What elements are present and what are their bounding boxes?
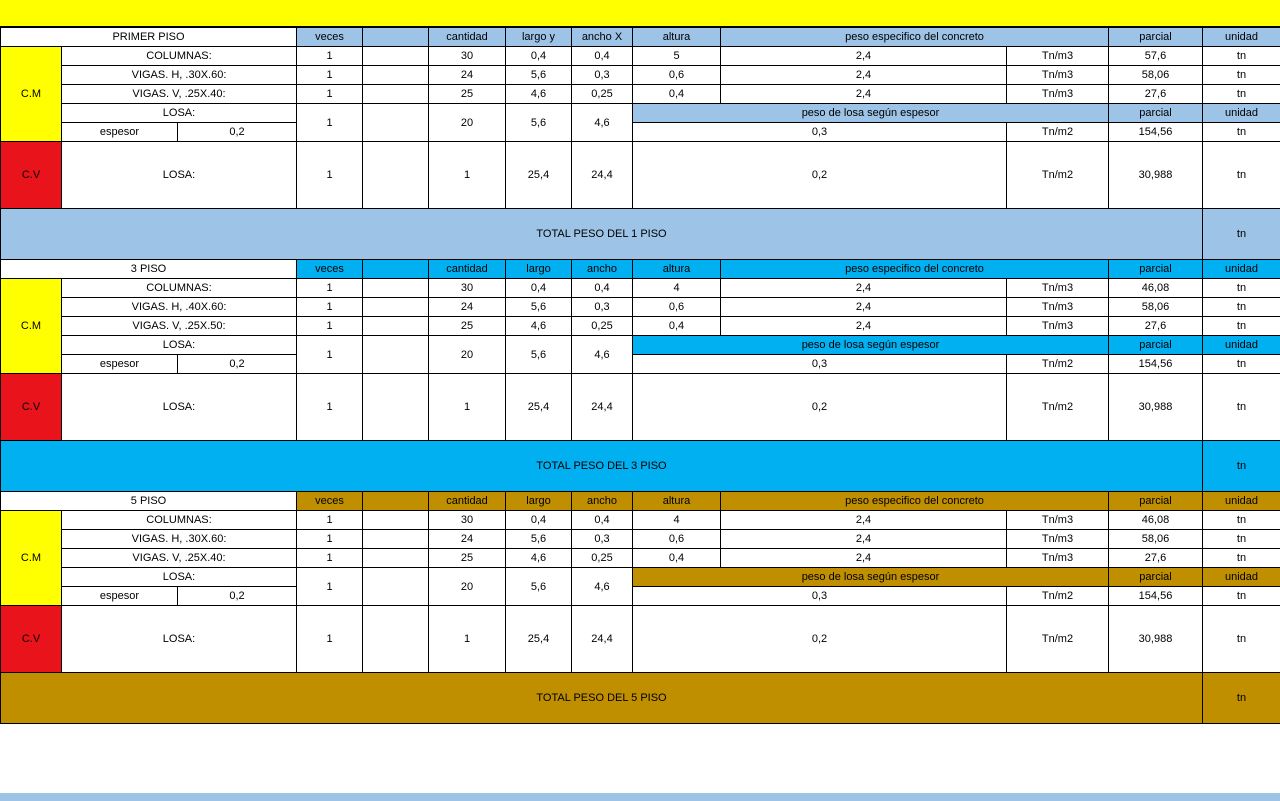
losa-blank (363, 104, 429, 142)
cv-label: C.V (1, 374, 62, 441)
cell-unit: Tn/m3 (1007, 85, 1109, 104)
losa-label: LOSA: (62, 568, 297, 587)
losa-unit: Tn/m2 (1007, 123, 1109, 142)
header-peso: peso especifico del concreto (721, 260, 1109, 279)
espesor-value: 0,2 (178, 123, 297, 142)
weight-calculation-table (0, 27, 1280, 724)
cell-unidad: tn (1203, 530, 1280, 549)
cell-altura: 4 (633, 279, 721, 298)
cell-peso: 2,4 (721, 317, 1007, 336)
header-largo: largo (506, 260, 572, 279)
header-parcial: parcial (1109, 28, 1203, 47)
losa-unidad: tn (1203, 587, 1280, 606)
losa-ancho: 4,6 (572, 104, 633, 142)
losa-label: LOSA: (62, 336, 297, 355)
section-header-row (1, 492, 1280, 511)
cell-blank (363, 298, 429, 317)
cell-ancho: 0,25 (572, 317, 633, 336)
total-row (1, 441, 1280, 492)
table-row (1, 66, 1280, 85)
losa-parcial-header: parcial (1109, 104, 1203, 123)
cell-unidad: tn (1203, 279, 1280, 298)
losa-largo: 5,6 (506, 336, 572, 374)
cv-largo: 25,4 (506, 374, 572, 441)
header-unidad: unidad (1203, 28, 1280, 47)
cv-unidad: tn (1203, 606, 1280, 673)
losa-value: 0,3 (633, 355, 1007, 374)
losa-cantidad: 20 (429, 104, 506, 142)
table-row (1, 279, 1280, 298)
losa-unit: Tn/m2 (1007, 587, 1109, 606)
cell-parcial: 58,06 (1109, 298, 1203, 317)
losa-largo: 5,6 (506, 568, 572, 606)
cell-blank (363, 85, 429, 104)
header-peso: peso especifico del concreto (721, 28, 1109, 47)
cell-largo: 0,4 (506, 279, 572, 298)
espesor-value: 0,2 (178, 355, 297, 374)
cv-parcial: 30,988 (1109, 142, 1203, 209)
header-altura: altura (633, 28, 721, 47)
cell-cantidad: 30 (429, 511, 506, 530)
header-ancho: ancho (572, 492, 633, 511)
losa-row (1, 104, 1280, 123)
cv-cantidad: 1 (429, 606, 506, 673)
header-ancho: ancho (572, 260, 633, 279)
cv-veces: 1 (297, 142, 363, 209)
item-label: COLUMNAS: (62, 47, 297, 66)
cell-peso: 2,4 (721, 279, 1007, 298)
cell-unidad: tn (1203, 85, 1280, 104)
header-cantidad: cantidad (429, 492, 506, 511)
losa-unidad: tn (1203, 355, 1280, 374)
losa-subheader: peso de losa según espesor (633, 336, 1109, 355)
cv-losa-label: LOSA: (62, 142, 297, 209)
losa-unidad-header: unidad (1203, 568, 1280, 587)
item-label: COLUMNAS: (62, 279, 297, 298)
cell-altura: 4 (633, 511, 721, 530)
cell-peso: 2,4 (721, 298, 1007, 317)
cell-blank (363, 47, 429, 66)
total-unidad: tn (1203, 673, 1280, 724)
cv-parcial: 30,988 (1109, 606, 1203, 673)
losa-row (1, 568, 1280, 587)
header-veces: veces (297, 492, 363, 511)
cell-blank (363, 317, 429, 336)
cm-label: C.M (1, 279, 62, 374)
losa-ancho: 4,6 (572, 568, 633, 606)
losa-ancho: 4,6 (572, 336, 633, 374)
floor-label: PRIMER PISO (1, 28, 297, 47)
losa-value: 0,3 (633, 123, 1007, 142)
item-label: VIGAS. V, .25X.40: (62, 85, 297, 104)
cell-unit: Tn/m3 (1007, 511, 1109, 530)
losa-largo: 5,6 (506, 104, 572, 142)
table-row (1, 511, 1280, 530)
cell-cantidad: 25 (429, 549, 506, 568)
cell-cantidad: 25 (429, 317, 506, 336)
cell-unidad: tn (1203, 66, 1280, 85)
cell-ancho: 0,4 (572, 47, 633, 66)
cell-veces: 1 (297, 279, 363, 298)
cell-largo: 4,6 (506, 549, 572, 568)
cell-peso: 2,4 (721, 66, 1007, 85)
cell-parcial: 27,6 (1109, 549, 1203, 568)
header-ancho: ancho X (572, 28, 633, 47)
cell-largo: 5,6 (506, 530, 572, 549)
cv-value: 0,2 (633, 374, 1007, 441)
losa-cantidad: 20 (429, 336, 506, 374)
cell-ancho: 0,3 (572, 298, 633, 317)
losa-veces: 1 (297, 104, 363, 142)
total-label: TOTAL PESO DEL 5 PISO (1, 673, 1203, 724)
cell-blank (363, 549, 429, 568)
cv-unit: Tn/m2 (1007, 606, 1109, 673)
cell-parcial: 58,06 (1109, 66, 1203, 85)
cell-unidad: tn (1203, 511, 1280, 530)
losa-veces: 1 (297, 336, 363, 374)
cv-value: 0,2 (633, 606, 1007, 673)
cell-unit: Tn/m3 (1007, 530, 1109, 549)
header-veces: veces (297, 260, 363, 279)
cell-blank (363, 279, 429, 298)
cell-cantidad: 30 (429, 47, 506, 66)
losa-subheader: peso de losa según espesor (633, 568, 1109, 587)
losa-blank (363, 336, 429, 374)
losa-parcial-header: parcial (1109, 568, 1203, 587)
section-header-row (1, 28, 1280, 47)
total-label: TOTAL PESO DEL 3 PISO (1, 441, 1203, 492)
cell-cantidad: 24 (429, 530, 506, 549)
item-label: VIGAS. V, .25X.50: (62, 317, 297, 336)
total-label: TOTAL PESO DEL 1 PISO (1, 209, 1203, 260)
losa-unit: Tn/m2 (1007, 355, 1109, 374)
cell-parcial: 27,6 (1109, 317, 1203, 336)
cell-cantidad: 25 (429, 85, 506, 104)
cv-ancho: 24,4 (572, 374, 633, 441)
table-row (1, 298, 1280, 317)
header-blank (363, 492, 429, 511)
cv-row (1, 374, 1280, 441)
header-largo: largo (506, 492, 572, 511)
cell-veces: 1 (297, 317, 363, 336)
losa-parcial-header: parcial (1109, 336, 1203, 355)
cell-blank (363, 530, 429, 549)
cell-altura: 0,4 (633, 85, 721, 104)
cell-cantidad: 24 (429, 298, 506, 317)
cell-veces: 1 (297, 511, 363, 530)
espesor-label: espesor (62, 587, 178, 606)
cell-ancho: 0,4 (572, 511, 633, 530)
top-yellow-bar (0, 0, 1280, 27)
cv-largo: 25,4 (506, 606, 572, 673)
header-parcial: parcial (1109, 492, 1203, 511)
cell-unit: Tn/m3 (1007, 279, 1109, 298)
espesor-row (1, 355, 1280, 374)
cv-blank (363, 606, 429, 673)
cv-largo: 25,4 (506, 142, 572, 209)
espesor-label: espesor (62, 123, 178, 142)
losa-parcial: 154,56 (1109, 123, 1203, 142)
cell-largo: 0,4 (506, 47, 572, 66)
cv-label: C.V (1, 606, 62, 673)
cv-parcial: 30,988 (1109, 374, 1203, 441)
espesor-value: 0,2 (178, 587, 297, 606)
cv-label: C.V (1, 142, 62, 209)
losa-parcial: 154,56 (1109, 587, 1203, 606)
header-largo: largo y (506, 28, 572, 47)
header-altura: altura (633, 492, 721, 511)
cv-unit: Tn/m2 (1007, 142, 1109, 209)
cell-altura: 0,6 (633, 66, 721, 85)
header-altura: altura (633, 260, 721, 279)
cell-altura: 5 (633, 47, 721, 66)
losa-blank (363, 568, 429, 606)
cv-ancho: 24,4 (572, 142, 633, 209)
losa-row (1, 336, 1280, 355)
cell-blank (363, 66, 429, 85)
cell-unit: Tn/m3 (1007, 549, 1109, 568)
cell-cantidad: 24 (429, 66, 506, 85)
cm-label: C.M (1, 511, 62, 606)
cv-losa-label: LOSA: (62, 606, 297, 673)
cv-losa-label: LOSA: (62, 374, 297, 441)
losa-label: LOSA: (62, 104, 297, 123)
item-label: VIGAS. H, .30X.60: (62, 530, 297, 549)
espesor-row (1, 123, 1280, 142)
header-cantidad: cantidad (429, 28, 506, 47)
cm-label: C.M (1, 47, 62, 142)
cell-unit: Tn/m3 (1007, 47, 1109, 66)
header-unidad: unidad (1203, 492, 1280, 511)
cell-unidad: tn (1203, 298, 1280, 317)
cell-blank (363, 511, 429, 530)
cv-unidad: tn (1203, 374, 1280, 441)
cell-unidad: tn (1203, 47, 1280, 66)
total-unidad: tn (1203, 209, 1280, 260)
total-row (1, 209, 1280, 260)
cv-unit: Tn/m2 (1007, 374, 1109, 441)
cv-veces: 1 (297, 606, 363, 673)
table-row (1, 85, 1280, 104)
cell-ancho: 0,3 (572, 530, 633, 549)
cell-largo: 5,6 (506, 66, 572, 85)
item-label: COLUMNAS: (62, 511, 297, 530)
losa-value: 0,3 (633, 587, 1007, 606)
section-header-row (1, 260, 1280, 279)
cell-unit: Tn/m3 (1007, 317, 1109, 336)
cell-peso: 2,4 (721, 47, 1007, 66)
cell-altura: 0,4 (633, 317, 721, 336)
table-row (1, 47, 1280, 66)
cell-ancho: 0,25 (572, 549, 633, 568)
cell-unidad: tn (1203, 549, 1280, 568)
cell-veces: 1 (297, 549, 363, 568)
table-row (1, 530, 1280, 549)
cell-parcial: 57,6 (1109, 47, 1203, 66)
cv-cantidad: 1 (429, 374, 506, 441)
cell-veces: 1 (297, 530, 363, 549)
header-cantidad: cantidad (429, 260, 506, 279)
header-parcial: parcial (1109, 260, 1203, 279)
cell-unit: Tn/m3 (1007, 66, 1109, 85)
header-peso: peso especifico del concreto (721, 492, 1109, 511)
cell-largo: 4,6 (506, 85, 572, 104)
item-label: VIGAS. H, .30X.60: (62, 66, 297, 85)
losa-veces: 1 (297, 568, 363, 606)
cell-largo: 4,6 (506, 317, 572, 336)
cv-unidad: tn (1203, 142, 1280, 209)
cell-veces: 1 (297, 47, 363, 66)
cell-largo: 5,6 (506, 298, 572, 317)
item-label: VIGAS. V, .25X.40: (62, 549, 297, 568)
cell-parcial: 46,08 (1109, 279, 1203, 298)
cell-cantidad: 30 (429, 279, 506, 298)
total-row (1, 673, 1280, 724)
table-row (1, 549, 1280, 568)
cv-value: 0,2 (633, 142, 1007, 209)
cv-cantidad: 1 (429, 142, 506, 209)
cell-peso: 2,4 (721, 530, 1007, 549)
losa-parcial: 154,56 (1109, 355, 1203, 374)
header-blank (363, 260, 429, 279)
espesor-label: espesor (62, 355, 178, 374)
cv-blank (363, 142, 429, 209)
cell-altura: 0,6 (633, 298, 721, 317)
cell-veces: 1 (297, 298, 363, 317)
cv-row (1, 142, 1280, 209)
cell-veces: 1 (297, 85, 363, 104)
header-blank (363, 28, 429, 47)
cell-unidad: tn (1203, 317, 1280, 336)
cell-altura: 0,6 (633, 530, 721, 549)
total-unidad: tn (1203, 441, 1280, 492)
floor-label: 3 PISO (1, 260, 297, 279)
cell-parcial: 27,6 (1109, 85, 1203, 104)
cell-peso: 2,4 (721, 511, 1007, 530)
cell-unit: Tn/m3 (1007, 298, 1109, 317)
header-unidad: unidad (1203, 260, 1280, 279)
cell-peso: 2,4 (721, 549, 1007, 568)
header-veces: veces (297, 28, 363, 47)
cell-veces: 1 (297, 66, 363, 85)
cv-blank (363, 374, 429, 441)
cell-largo: 0,4 (506, 511, 572, 530)
cv-ancho: 24,4 (572, 606, 633, 673)
cell-altura: 0,4 (633, 549, 721, 568)
losa-cantidad: 20 (429, 568, 506, 606)
cell-ancho: 0,4 (572, 279, 633, 298)
cell-peso: 2,4 (721, 85, 1007, 104)
cell-parcial: 46,08 (1109, 511, 1203, 530)
cell-parcial: 58,06 (1109, 530, 1203, 549)
espesor-row (1, 587, 1280, 606)
cv-row (1, 606, 1280, 673)
losa-unidad: tn (1203, 123, 1280, 142)
losa-subheader: peso de losa según espesor (633, 104, 1109, 123)
floor-label: 5 PISO (1, 492, 297, 511)
losa-unidad-header: unidad (1203, 104, 1280, 123)
table-row (1, 317, 1280, 336)
cv-veces: 1 (297, 374, 363, 441)
cell-ancho: 0,25 (572, 85, 633, 104)
cell-ancho: 0,3 (572, 66, 633, 85)
item-label: VIGAS. H, .40X.60: (62, 298, 297, 317)
losa-unidad-header: unidad (1203, 336, 1280, 355)
